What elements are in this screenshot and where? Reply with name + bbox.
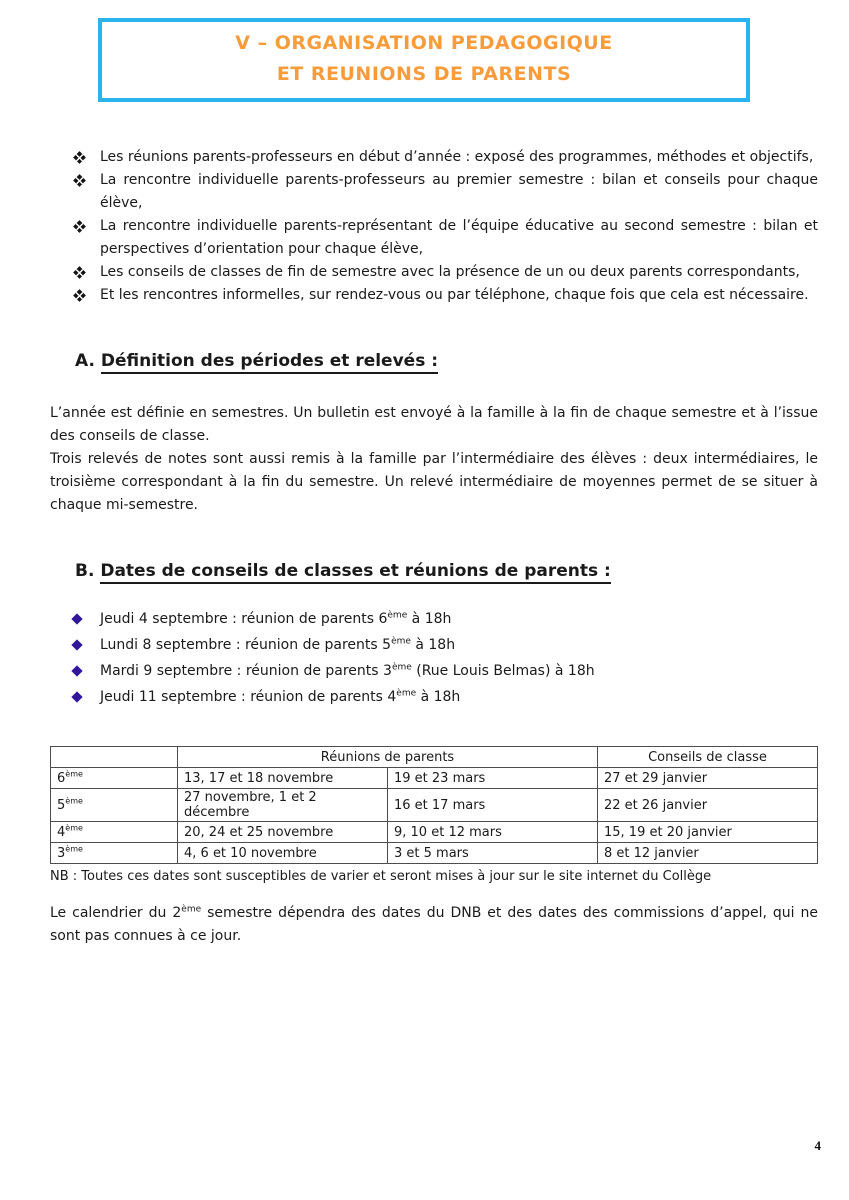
- conseils-cell: 8 et 12 janvier: [598, 843, 818, 864]
- list-item-text: Et les rencontres informelles, sur rendez-vous ou par téléphone, chaque fois que cela est nécessaire.: [100, 287, 809, 303]
- reunions-cell-2: 19 et 23 mars: [388, 768, 598, 789]
- row-level-cell: 3ème: [51, 843, 178, 864]
- conseils-cell: 22 et 26 janvier: [598, 789, 818, 822]
- section-a-title: Définition des périodes et relevés :: [101, 351, 438, 374]
- section-b-heading: [75, 559, 818, 583]
- page-title-line-2: ET REUNIONS DE PARENTS: [276, 63, 572, 85]
- section-a-prefix: A.: [75, 351, 95, 371]
- table-row: [51, 768, 818, 789]
- page-title-line-1: V – ORGANISATION PEDAGOGIQUE: [235, 32, 613, 54]
- dates-table: [50, 746, 818, 864]
- section-a-heading: [75, 349, 818, 373]
- list-item: [50, 146, 818, 169]
- list-item-text: Lundi 8 septembre : réunion de parents 5ème à 18h: [100, 636, 456, 653]
- list-item: [50, 632, 818, 658]
- reunions-cell-1: 20, 24 et 25 novembre: [178, 822, 388, 843]
- closing-paragraph: Le calendrier du 2ème semestre dépendra des dates du DNB et des dates des commissions d’appel, qui ne sont pas connues à ce jour.: [50, 904, 818, 944]
- list-item-text: Les conseils de classes de fin de semestre avec la présence de un ou deux parents correspondants,: [100, 264, 800, 280]
- reunions-cell-1: 27 novembre, 1 et 2 décembre: [178, 789, 388, 822]
- reunions-cell-1: 4, 6 et 10 novembre: [178, 843, 388, 864]
- row-level-cell: 5ème: [51, 789, 178, 822]
- table-note: NB : Toutes ces dates sont susceptibles de varier et seront mises à jour sur le site internet du Collège: [50, 869, 712, 884]
- list-item-text: La rencontre individuelle parents-représentant de l’équipe éducative au second semestre : bilan et perspectives d’orientation pour chaque élève,: [100, 218, 818, 257]
- diamond-bullet-icon: [71, 639, 82, 650]
- reunions-cell-1: 13, 17 et 18 novembre: [178, 768, 388, 789]
- list-item-text: Les réunions parents-professeurs en début d’année : exposé des programmes, méthodes et objectifs,: [100, 149, 814, 165]
- table-row: [51, 822, 818, 843]
- table-header-row: [51, 747, 818, 768]
- list-item: [50, 606, 818, 632]
- table-row: [51, 789, 818, 822]
- paragraph: L’année est définie en semestres. Un bulletin est envoyé à la famille à la fin de chaque semestre et à l’issue des conseils de classe.: [50, 405, 818, 444]
- diamond-bullet-icon: [71, 691, 82, 702]
- table-row: [51, 843, 818, 864]
- section-b-prefix: B.: [75, 561, 95, 581]
- meeting-dates-list: [50, 606, 818, 710]
- four-diamonds-bullet-icon: [73, 220, 86, 233]
- four-diamonds-bullet-icon: [73, 174, 86, 187]
- page-number: 4: [814, 1138, 821, 1153]
- list-item-text: Jeudi 11 septembre : réunion de parents 4ème à 18h: [100, 688, 461, 705]
- title-box: [98, 18, 750, 102]
- reunions-cell-2: 9, 10 et 12 mars: [388, 822, 598, 843]
- list-item: [50, 684, 818, 710]
- list-item: [50, 284, 818, 307]
- section-b-title: Dates de conseils de classes et réunions de parents :: [100, 561, 610, 584]
- row-level-cell: 4ème: [51, 822, 178, 843]
- list-item-text: Mardi 9 septembre : réunion de parents 3ème (Rue Louis Belmas) à 18h: [100, 662, 595, 679]
- reunions-header-cell: Réunions de parents: [178, 747, 598, 768]
- conseils-cell: 27 et 29 janvier: [598, 768, 818, 789]
- reunions-cell-2: 3 et 5 mars: [388, 843, 598, 864]
- diamond-bullet-icon: [71, 613, 82, 624]
- list-item: [50, 215, 818, 261]
- conseils-header-cell: Conseils de classe: [598, 747, 818, 768]
- section-a-paragraphs: [50, 402, 818, 517]
- table-corner-cell: [51, 747, 178, 768]
- paragraph: Trois relevés de notes sont aussi remis à la famille par l’intermédiaire des élèves : deux intermédiaires, le troisième correspondant à la fin du semestre. Un relevé intermédiaire de moyennes permet de se situer à chaque mi-semestre.: [50, 451, 818, 513]
- list-item-text: La rencontre individuelle parents-professeurs au premier semestre : bilan et conseils pour chaque élève,: [100, 172, 818, 211]
- reunions-cell-2: 16 et 17 mars: [388, 789, 598, 822]
- list-item-text: Jeudi 4 septembre : réunion de parents 6ème à 18h: [100, 610, 452, 627]
- four-diamonds-bullet-icon: [73, 266, 86, 279]
- row-level-cell: 6ème: [51, 768, 178, 789]
- list-item: [50, 169, 818, 215]
- list-item: [50, 261, 818, 284]
- list-item: [50, 658, 818, 684]
- conseils-cell: 15, 19 et 20 janvier: [598, 822, 818, 843]
- diamond-bullet-icon: [71, 665, 82, 676]
- four-diamonds-bullet-icon: [73, 289, 86, 302]
- four-diamonds-bullet-icon: [73, 151, 86, 164]
- intro-bullet-list: [50, 146, 818, 307]
